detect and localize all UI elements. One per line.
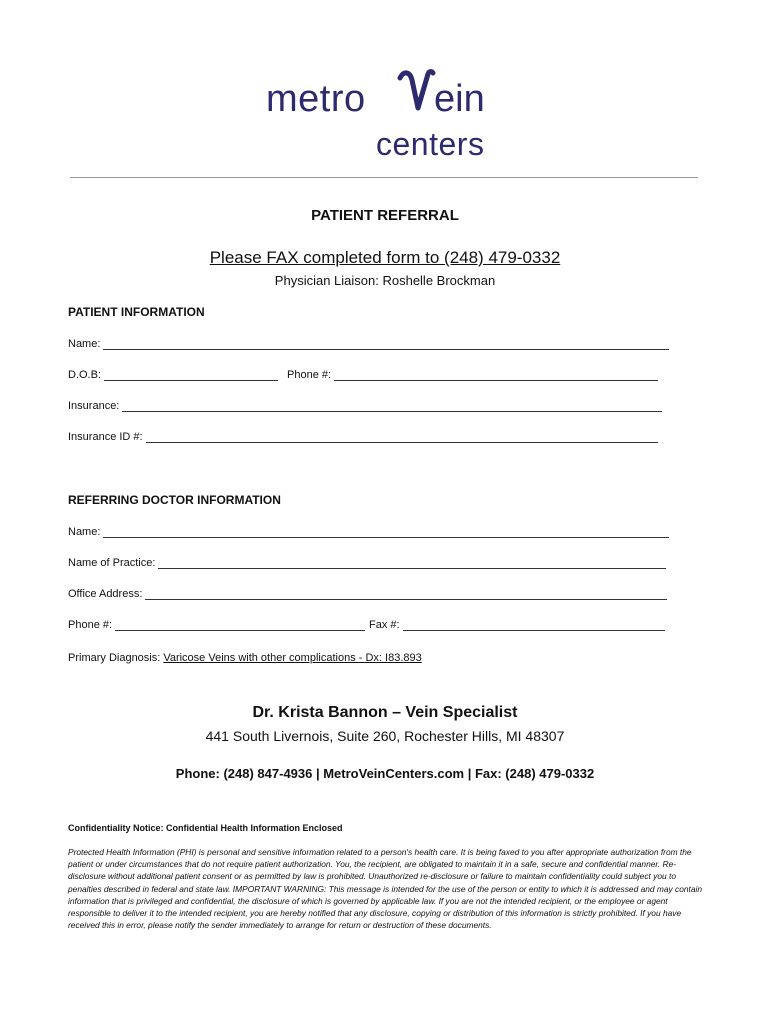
patient-dob-field[interactable] xyxy=(68,369,278,381)
primary-diagnosis-label: Primary Diagnosis: xyxy=(68,652,161,664)
patient-insurance-label: Insurance: xyxy=(68,400,120,412)
vein-v-icon xyxy=(396,68,436,118)
patient-name-label: Name: xyxy=(68,338,101,350)
patient-dob-input[interactable] xyxy=(104,370,278,381)
doctor-phone-label: Phone #: xyxy=(68,619,113,631)
patient-insurance-input[interactable] xyxy=(122,401,662,412)
header-divider xyxy=(70,177,698,178)
referring-doctor-heading: REFERRING DOCTOR INFORMATION xyxy=(68,493,281,507)
patient-info-heading: PATIENT INFORMATION xyxy=(68,305,205,319)
doctor-name-label: Name: xyxy=(68,526,101,538)
logo-word-ein: ein xyxy=(434,78,485,120)
doctor-phone-field[interactable] xyxy=(68,619,365,631)
form-title: PATIENT REFERRAL xyxy=(311,207,459,224)
patient-phone-field[interactable] xyxy=(287,369,658,381)
practice-name-field[interactable] xyxy=(68,557,666,569)
doctor-fax-input[interactable] xyxy=(403,620,665,631)
fax-instruction-text: Please FAX completed form to (248) 479-0332 xyxy=(209,248,561,267)
patient-name-field[interactable] xyxy=(68,338,669,350)
practice-name-label: Name of Practice: xyxy=(68,557,156,569)
patient-insurance-id-input[interactable] xyxy=(146,432,658,443)
patient-insurance-id-label: Insurance ID #: xyxy=(68,431,143,443)
primary-diagnosis xyxy=(68,652,422,664)
patient-name-input[interactable] xyxy=(103,339,669,350)
doctor-fax-label: Fax #: xyxy=(369,619,400,631)
doctor-phone-input[interactable] xyxy=(115,620,365,631)
doctor-name-field[interactable] xyxy=(68,526,669,538)
practice-name-input[interactable] xyxy=(158,558,666,569)
metro-vein-centers-logo xyxy=(266,66,516,166)
patient-dob-label: D.O.B: xyxy=(68,369,102,381)
doctor-name-input[interactable] xyxy=(103,527,669,538)
confidentiality-heading: Confidentiality Notice: Confidential Health Information Enclosed xyxy=(68,823,343,833)
patient-insurance-id-field[interactable] xyxy=(68,431,658,443)
confidentiality-notice: Protected Health Information (PHI) is personal and sensitive information related to a person's health care. It is being faxed to you after appropriate authorization from the patient or under circumstances that do not require patient authorization. You, the recipient, are obligated to maintain it in a safe, secure and confidential manner. Re-disclosure without additional patient consent or as permitted by law is prohibited. Unauthorized re-disclosure or failure to maintain confidentiality could subject you to penalties described in federal and state law. IMPORTANT WARNING: This message is intended for the use of the person or entity to which it is addressed and may contain information that is privileged and confidential, the disclosure of which is governed by applicable law. If you are not the intended recipient, or the employee or agent responsible to deliver it to the intended recipient, you are hereby notified that any disclosure, copying or distribution of this information is strictly prohibited. If you have received this in error, please notify the sender immediately to arrange for return or destruction of these documents. xyxy=(68,847,703,931)
clinic-contact-line: Phone: (248) 847-4936 | MetroVeinCenters.com | Fax: (248) 479-0332 xyxy=(175,766,595,781)
fax-instruction xyxy=(0,248,770,268)
logo-word-metro: metro xyxy=(266,78,366,120)
doctor-fax-field[interactable] xyxy=(369,619,665,631)
office-address-input[interactable] xyxy=(145,589,667,600)
physician-liaison: Physician Liaison: Roshelle Brockman xyxy=(274,273,496,288)
specialist-name: Dr. Krista Bannon – Vein Specialist xyxy=(252,704,518,721)
logo-word-centers: centers xyxy=(376,126,485,162)
primary-diagnosis-value: Varicose Veins with other complications - Dx: I83.893 xyxy=(163,652,422,664)
patient-phone-label: Phone #: xyxy=(287,369,332,381)
patient-phone-input[interactable] xyxy=(334,370,658,381)
office-address-field[interactable] xyxy=(68,588,667,600)
patient-insurance-field[interactable] xyxy=(68,400,662,412)
office-address-label: Office Address: xyxy=(68,588,143,600)
clinic-address: 441 South Livernois, Suite 260, Rochester Hills, MI 48307 xyxy=(205,728,565,744)
